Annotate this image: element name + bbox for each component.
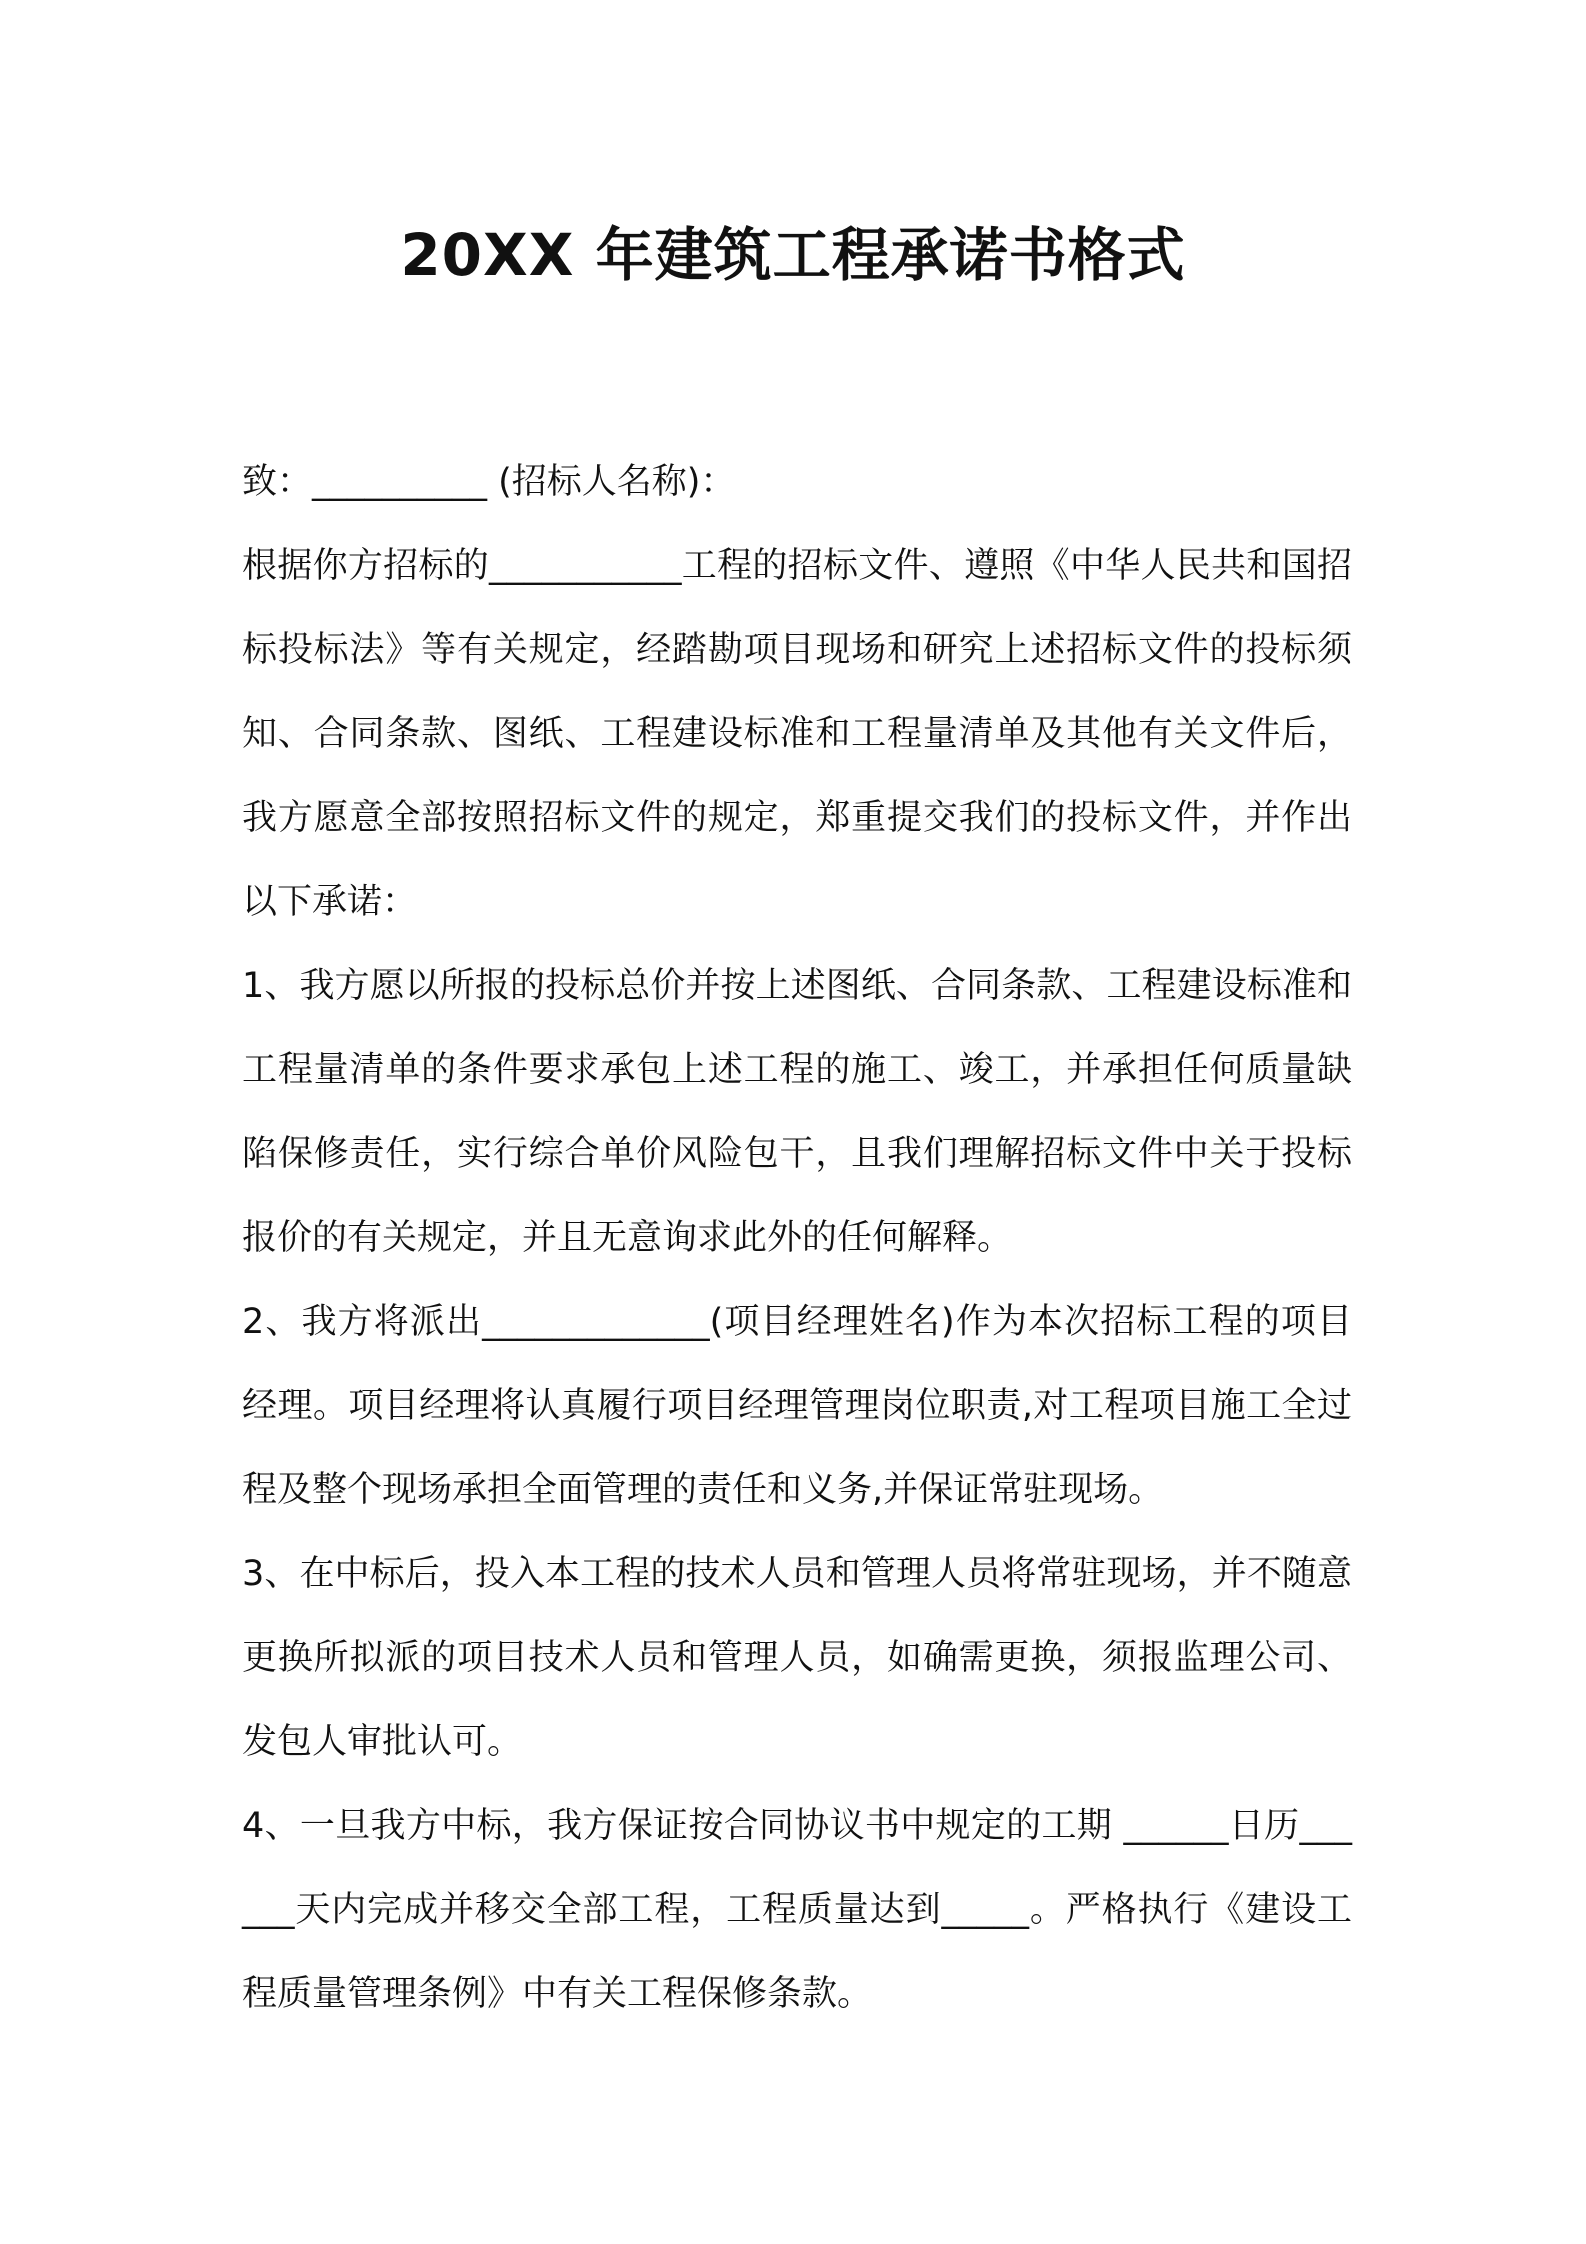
commitment-2: 2、我方将派出_____________(项目经理姓名)作为本次招标工程的项目经理。项目经理将认真履行项目经理管理岗位职责,对工程项目施工全过程及整个现场承担全面管理的责任和义务,并保证常驻现场。 [242, 1302, 1352, 1510]
commitment-4: 4、一旦我方中标，我方保证按合同协议书中规定的工期 ______日历______天内完成并移交全部工程，工程质量达到_____。严格执行《建设工程质量管理条例》中有关工程保修条款。 [242, 1806, 1352, 2014]
commitment-3: 3、在中标后，投入本工程的技术人员和管理人员将常驻现场，并不随意更换所拟派的项目技术人员和管理人员，如确需更换，须报监理公司、发包人审批认可。 [242, 1554, 1352, 1762]
addressee-line: 致：__________ (招标人名称)： [242, 462, 736, 502]
intro-paragraph: 根据你方招标的___________工程的招标文件、遵照《中华人民共和国招标投标法》等有关规定，经踏勘项目现场和研究上述招标文件的投标须知、合同条款、图纸、工程建设标准和工程量清单及其他有关文件后，我方愿意全部按照招标文件的规定，郑重提交我们的投标文件，并作出以下承诺： [242, 546, 1352, 922]
document-title: 20XX 年建筑工程承诺书格式 [400, 221, 1186, 289]
commitment-1: 1、我方愿以所报的投标总价并按上述图纸、合同条款、工程建设标准和工程量清单的条件要求承包上述工程的施工、竣工，并承担任何质量缺陷保修责任，实行综合单价风险包干，且我们理解招标文件中关于投标报价的有关规定，并且无意询求此外的任何解释。 [242, 966, 1352, 1258]
document-body [242, 440, 1352, 2036]
